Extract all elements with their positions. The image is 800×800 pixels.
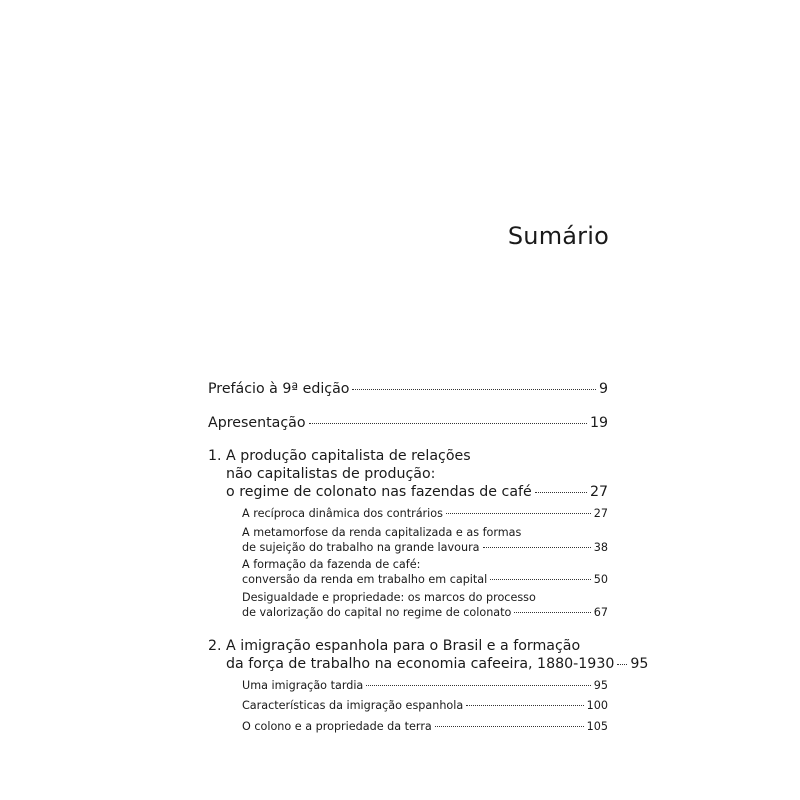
dot-leader: [617, 664, 627, 665]
toc-page-number: 95: [593, 679, 608, 692]
toc-subentry-label: Desigualdade e propriedade: os marcos do processo: [242, 591, 536, 604]
toc-entry-label: Apresentação: [208, 415, 306, 431]
toc-subentry-label: Características da imigração espanhola: [242, 699, 464, 712]
toc-entry-label: Prefácio à 9ª edição: [208, 381, 350, 397]
toc-chapter-1[interactable]: [208, 447, 608, 501]
toc-chapter-title-line: 1. A produção capitalista de relações: [208, 448, 471, 464]
toc-subentry[interactable]: [242, 698, 608, 713]
toc-subentry[interactable]: [242, 506, 608, 521]
toc-subentry[interactable]: [242, 719, 608, 734]
toc-subentry-label: A recíproca dinâmica dos contrários: [242, 507, 443, 520]
toc-page-number: 50: [593, 573, 608, 586]
toc-chapter-title-line: não capitalistas de produção:: [226, 466, 436, 482]
dot-leader: [483, 547, 591, 548]
toc-subentry[interactable]: [242, 525, 608, 555]
toc-page-number: 67: [593, 606, 608, 619]
toc-subentry-label: de valorização do capital no regime de colonato: [242, 606, 512, 619]
toc-page-number: 9: [598, 381, 608, 397]
dot-leader: [535, 492, 587, 493]
dot-leader: [352, 389, 596, 390]
toc-chapter-2[interactable]: [208, 637, 649, 673]
toc-page-number: 105: [586, 720, 608, 733]
toc-subentry-label: O colono e a propriedade da terra: [242, 720, 432, 733]
dot-leader: [514, 612, 590, 613]
toc-page-number: 19: [589, 415, 608, 431]
toc-page-number: 27: [589, 484, 608, 500]
toc-subentry-label: conversão da renda em trabalho em capital: [242, 573, 488, 586]
toc-subentry-label: A formação da fazenda de café:: [242, 558, 421, 571]
toc-subentry-label: A metamorfose da renda capitalizada e as formas: [242, 526, 522, 539]
toc-subentry-label: Uma imigração tardia: [242, 679, 364, 692]
toc-subentry[interactable]: [242, 678, 608, 693]
dot-leader: [435, 726, 584, 727]
dot-leader: [446, 513, 591, 514]
toc-entry-apresentacao[interactable]: [208, 414, 608, 432]
toc-subentry[interactable]: [242, 590, 608, 620]
toc-page-number: 38: [593, 541, 608, 554]
toc-subentry-label: de sujeição do trabalho na grande lavoura: [242, 541, 480, 554]
dot-leader: [490, 579, 590, 580]
toc-subentry[interactable]: [242, 557, 608, 587]
toc-page-number: 100: [586, 699, 608, 712]
dot-leader: [309, 423, 587, 424]
toc-chapter-title-line: 2. A imigração espanhola para o Brasil e a formação: [208, 638, 581, 654]
toc-chapter-title-line: o regime de colonato nas fazendas de café: [226, 484, 532, 500]
page-title: Sumário: [507, 222, 609, 250]
toc-page-number: 27: [593, 507, 608, 520]
dot-leader: [466, 705, 583, 706]
toc-entry-prefacio[interactable]: [208, 380, 608, 398]
toc-page-number: 95: [630, 656, 649, 672]
dot-leader: [366, 685, 590, 686]
toc-chapter-title-line: da força de trabalho na economia cafeeira, 1880-1930: [226, 656, 615, 672]
